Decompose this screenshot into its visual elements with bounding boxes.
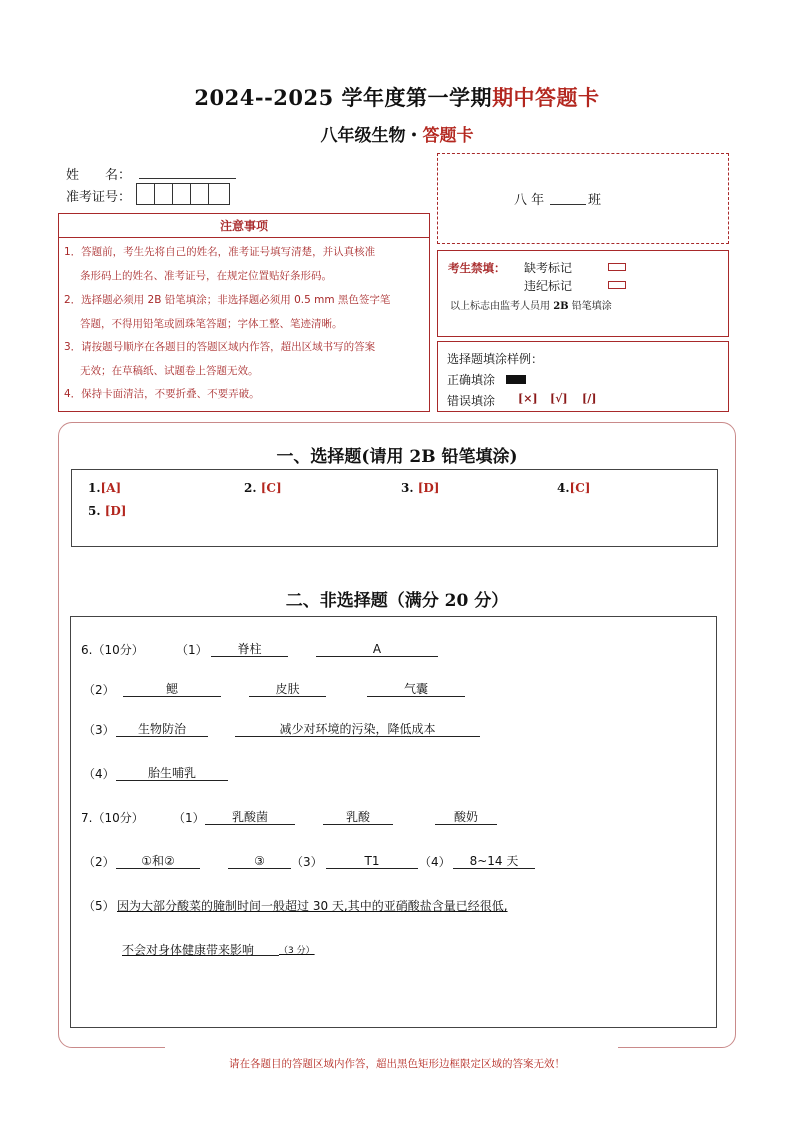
- wrong-mark-slash: [/]: [582, 392, 597, 405]
- fill-sample-heading: 选择题填涂样例：: [447, 352, 544, 366]
- q7-part1-label: （1）: [173, 811, 205, 825]
- exam-marks-box: [437, 250, 729, 337]
- title-highlight: 期中答题卡: [492, 85, 600, 110]
- notice-line: 2．选择题必须用 2B 铅笔填涂；非选择题必须用 0.5 mm 黑色签字笔: [64, 294, 391, 306]
- notice-line: 4．保持卡面清洁，不要折叠、不要弄破。: [64, 388, 260, 400]
- q6-part1-label: （1）: [176, 643, 208, 657]
- q7-answer-8-underline: [244, 955, 279, 956]
- correct-fill-sample: [506, 375, 526, 384]
- notice-box: [58, 213, 430, 412]
- class-label: 班: [588, 193, 602, 208]
- q7-label: 7.（10分）: [81, 811, 144, 825]
- notice-line: 答题，不得用铅笔或圆珠笔答题；字体工整、笔迹清晰。: [80, 318, 343, 330]
- violation-mark[interactable]: [608, 281, 626, 289]
- notice-line: 条形码上的姓名、准考证号，在规定位置贴好条形码。: [80, 270, 332, 282]
- q6-part2-label: （2）: [83, 683, 115, 697]
- notice-line: 无效；在草稿纸、试题卷上答题无效。: [80, 365, 259, 377]
- q7-part5-label: （5）: [83, 899, 115, 913]
- correct-fill-label: 正确填涂: [447, 373, 496, 387]
- choice-number: 3.: [401, 481, 414, 495]
- q6-part3-label: （3）: [83, 723, 115, 737]
- q6-answer-3[interactable]: 鳃: [123, 683, 221, 697]
- q7-part3-label: （3）: [291, 855, 323, 869]
- wrong-fill-label: 错误填涂: [447, 394, 496, 408]
- choice-number: 1.: [88, 481, 101, 495]
- id-digit-box[interactable]: [190, 183, 209, 205]
- written-answer-box: [70, 616, 717, 1028]
- exam-marks-label: 考生禁填：: [448, 261, 506, 275]
- choice-q2[interactable]: [244, 481, 282, 495]
- wrong-mark-check: [√]: [550, 392, 568, 405]
- q7-score-note: （3 分）: [279, 946, 315, 956]
- section2-title: 二、非选择题（满分 20 分）: [285, 591, 509, 611]
- page-subtitle: [0, 121, 794, 146]
- subtitle-main: 八年级生物・: [320, 126, 423, 146]
- q6-answer-2[interactable]: A: [316, 643, 438, 657]
- fill-sample-box: [437, 341, 729, 412]
- choice-answer: [C]: [260, 481, 282, 495]
- absent-label: 缺考标记: [524, 261, 573, 275]
- class-number-field[interactable]: [550, 204, 586, 205]
- footer-warning: 请在各题目的答题区域内作答，超出黑色矩形边框限定区域的答案无效！: [229, 1058, 565, 1070]
- page-title: [0, 82, 794, 112]
- choice-number: 4.: [557, 481, 570, 495]
- section1-title: 一、选择题(请用 2B 铅笔填涂): [276, 447, 518, 467]
- id-digit-box[interactable]: [136, 183, 155, 205]
- q7-answer-8-line2[interactable]: 不会对身体健康带来影响: [122, 943, 255, 957]
- q7-answer-4[interactable]: ①和②: [116, 855, 200, 869]
- q6-answer-6[interactable]: 生物防治: [116, 723, 208, 737]
- subtitle-highlight: 答题卡: [422, 126, 474, 146]
- id-digit-box[interactable]: [208, 183, 230, 205]
- note-bold: 2B: [553, 301, 569, 312]
- grade-label: 八 年: [514, 193, 545, 208]
- choice-q3[interactable]: [401, 481, 439, 495]
- title-main: 2024--2025 学年度第一学期: [194, 85, 493, 110]
- q7-answer-5[interactable]: ③: [228, 855, 291, 869]
- q7-answer-6[interactable]: T1: [326, 855, 418, 869]
- choice-answer: [D]: [417, 481, 440, 495]
- q6-answer-4[interactable]: 皮肤: [249, 683, 326, 697]
- frame-gap: [165, 1043, 618, 1055]
- q7-answer-8-line1[interactable]: 因为大部分酸菜的腌制时间一般超过 30 天,其中的亚硝酸盐含量已经很低,: [117, 899, 508, 913]
- exam-marks-note: [450, 297, 612, 312]
- q6-part4-label: （4）: [83, 767, 115, 781]
- q7-answer-1[interactable]: 乳酸菌: [205, 811, 295, 825]
- class-box: [437, 153, 729, 244]
- notice-line: 1．答题前，考生先将自己的姓名，准考证号填写清楚，并认真核准: [64, 246, 376, 258]
- q6-label: 6.（10分）: [81, 643, 144, 657]
- q7-answer-2[interactable]: 乳酸: [323, 811, 393, 825]
- choice-answer-box: [71, 469, 718, 547]
- violation-label: 违纪标记: [524, 279, 573, 293]
- name-label: 姓 名：: [66, 168, 132, 183]
- notice-heading: 注意事项: [59, 214, 429, 238]
- choice-q5[interactable]: [88, 504, 126, 518]
- note-prefix: 以上标志由监考人员用: [450, 301, 554, 312]
- choice-q4[interactable]: [557, 481, 590, 495]
- q6-answer-7[interactable]: 减少对环境的污染，降低成本: [235, 723, 480, 737]
- absent-mark[interactable]: [608, 263, 626, 271]
- choice-number: 2.: [244, 481, 257, 495]
- notice-line: 3．请按题号顺序在各题目的答题区域内作答，超出区域书写的答案: [64, 341, 376, 353]
- q7-part2-label: （2）: [83, 855, 115, 869]
- choice-answer: [C]: [569, 481, 591, 495]
- choice-answer: [D]: [104, 504, 127, 518]
- id-digit-box[interactable]: [154, 183, 173, 205]
- q7-answer-7[interactable]: 8~14 天: [453, 855, 535, 869]
- note-suffix: 铅笔填涂: [568, 301, 612, 312]
- q6-answer-5[interactable]: 气囊: [367, 683, 465, 697]
- choice-q1[interactable]: [88, 481, 121, 495]
- id-digit-box[interactable]: [172, 183, 191, 205]
- q6-answer-8[interactable]: 胎生哺乳: [116, 767, 228, 781]
- name-field[interactable]: [139, 178, 236, 179]
- id-label: 准考证号：: [66, 190, 132, 205]
- choice-number: 5.: [88, 504, 101, 518]
- q6-answer-1[interactable]: 脊柱: [211, 643, 288, 657]
- q7-part4-label: （4）: [419, 855, 451, 869]
- choice-answer: [A]: [100, 481, 122, 495]
- q7-answer-3[interactable]: 酸奶: [435, 811, 497, 825]
- wrong-mark-x: [×]: [518, 392, 538, 405]
